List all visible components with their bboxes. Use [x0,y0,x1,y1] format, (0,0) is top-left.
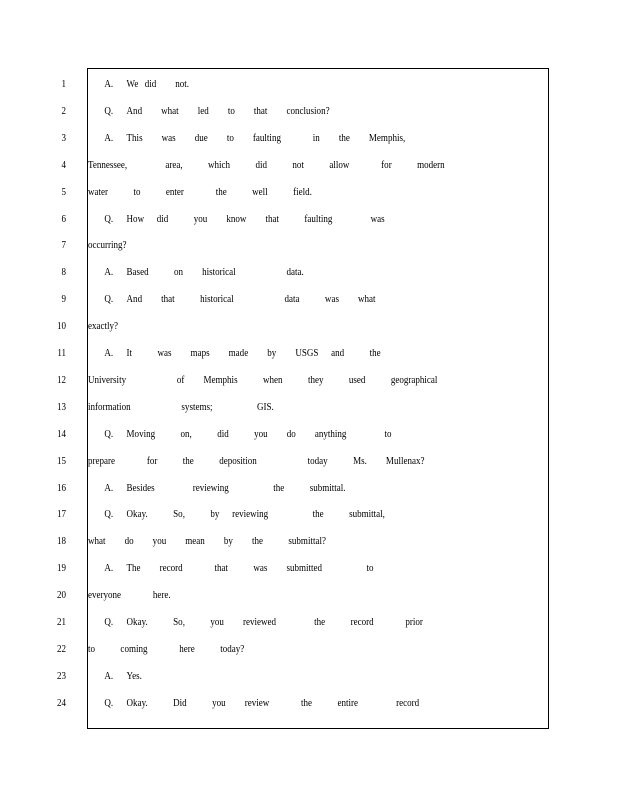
line-text: water to enter the well field. [88,185,312,198]
speaker-label: Q. [104,616,114,628]
line-number: 13 [56,400,66,413]
line-text: information systems; GIS. [88,400,274,413]
speaker-label: Q. [104,696,114,709]
line-number: 3 [61,131,66,144]
speaker-label: A. [104,481,114,494]
transcript-line [88,293,465,305]
line-text: We did not. [126,78,190,90]
line-text: everyone here. [88,589,171,602]
line-number-column [0,0,70,800]
transcript-line [88,132,465,144]
transcript-line [88,347,465,359]
line-text: And what led to that conclusion? [126,104,330,117]
line-text: Yes. [126,669,142,682]
line-number: 23 [56,669,66,682]
line-text: what do you mean by the submittal? [88,535,326,548]
line-number: 10 [56,320,66,333]
line-text: Tennessee, area, which did not allow for modern [88,158,445,171]
line-text: Okay. So, you reviewed the record prior [126,616,423,628]
speaker-label: Q. [104,293,114,306]
line-number: 16 [56,481,66,494]
line-text: The record that was submitted to [126,562,374,575]
line-number: 5 [61,185,66,198]
transcript-line [88,535,465,547]
line-number: 8 [61,266,66,279]
speaker-label: Q. [104,212,114,225]
speaker-label: Q. [104,508,114,521]
line-text: This was due to faulting in the Memphis, [126,131,406,144]
transcript-line [88,401,465,413]
line-text: How did you know that faulting was [126,212,385,225]
line-text: It was maps made by USGS and the [126,347,381,359]
transcript-line [88,643,465,655]
line-number: 22 [56,642,66,655]
line-number: 12 [56,373,66,386]
line-number: 17 [56,508,66,521]
line-number: 6 [61,212,66,225]
line-number: 7 [61,239,66,252]
transcript-line [88,455,465,467]
transcript-line [88,239,465,251]
line-number: 19 [56,562,66,575]
line-text: University of Memphis when they used geographical [88,373,438,386]
line-text: Okay. Did you review the entire record [126,696,420,709]
transcript-line [88,482,465,494]
line-number: 18 [56,535,66,548]
line-number: 14 [56,427,66,440]
speaker-label: Q. [104,104,114,117]
line-text: prepare for the deposition today Ms. Mullenax? [88,454,425,467]
line-number: 4 [61,158,66,171]
line-number: 2 [61,104,66,117]
line-number: 1 [61,78,66,90]
line-number: 21 [56,616,66,628]
line-number: 24 [56,696,66,709]
speaker-label: A. [104,669,114,682]
transcript-line [88,105,465,117]
line-number: 11 [57,347,66,359]
transcript-line [88,428,465,440]
transcript-line [88,589,465,601]
transcript-line [88,159,465,171]
speaker-label: A. [104,266,114,279]
line-text: exactly? [88,320,119,333]
transcript-line [88,186,465,198]
line-text: to coming here today? [88,642,245,655]
speaker-label: A. [104,131,114,144]
transcript-line [88,562,465,574]
transcript-line [88,374,465,386]
line-text: occurring? [88,239,127,252]
transcript-line [88,320,465,332]
line-text: And that historical data was what [126,293,376,306]
speaker-label: A. [104,78,114,90]
transcript-line [88,697,465,709]
line-number: 20 [56,589,66,602]
transcript-line [88,266,465,278]
transcript-line [88,508,465,520]
line-text: Moving on, did you do anything to [126,427,392,440]
speaker-label: Q. [104,427,114,440]
line-text: Besides reviewing the submittal. [126,481,346,494]
line-number: 15 [56,454,66,467]
transcript-line [88,670,465,682]
transcript-line [88,213,465,225]
speaker-label: A. [104,347,114,359]
transcript-line [88,616,465,628]
line-text: Based on historical data. [126,266,304,279]
line-number: 9 [61,293,66,306]
speaker-label: A. [104,562,114,575]
transcript-line [88,78,465,90]
line-text: Okay. So, by reviewing the submittal, [126,508,385,521]
